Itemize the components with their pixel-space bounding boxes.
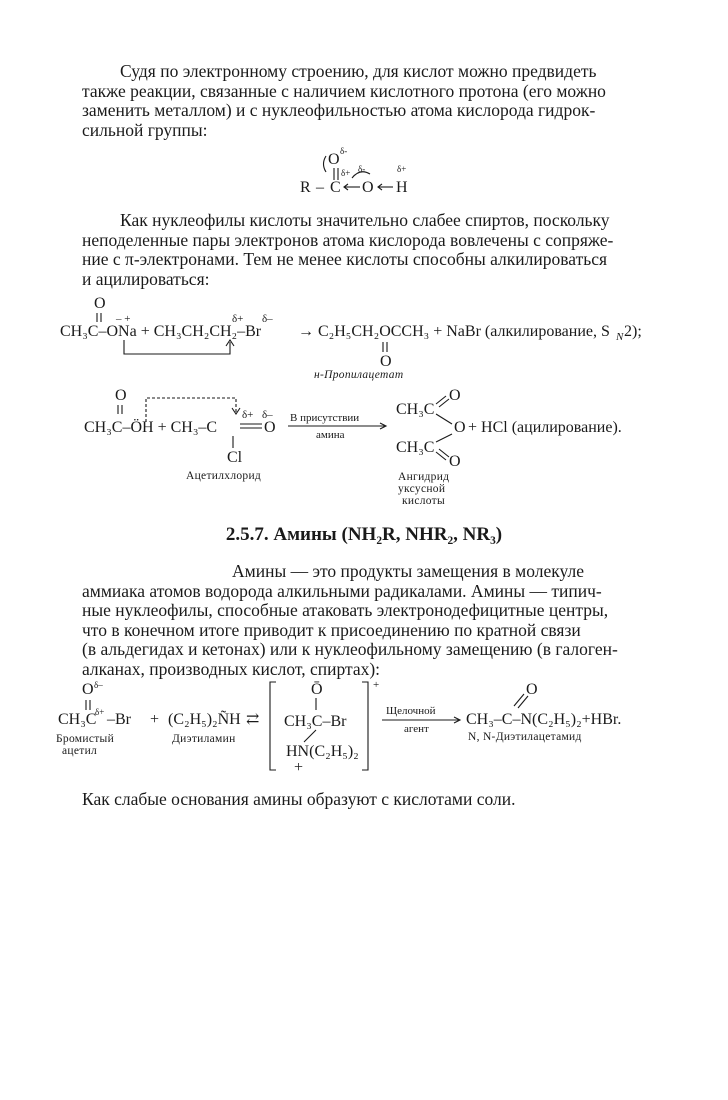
right-bracket — [362, 682, 368, 770]
formula-delta: δ+ — [95, 707, 105, 717]
paragraph-acid-reactions — [82, 62, 652, 140]
formula-delta: δ+ — [242, 409, 254, 421]
text-line: неподеленные пары электронов атома кислорода вовлечены с сопряже- — [82, 229, 614, 250]
formula-br: –Br — [107, 711, 131, 728]
text-line: что в конечном итоге приводит к присоединению по кратной связи — [82, 619, 581, 640]
left-bracket — [270, 682, 276, 770]
formula-o: O — [449, 387, 461, 404]
single-bond-line — [436, 434, 452, 442]
formula-r: R — [300, 179, 311, 196]
text-line: заменить металлом) и с нуклеофильностью атома кислорода гидрок- — [82, 100, 596, 120]
formula-cl: Cl — [227, 449, 243, 466]
compound-label: Ангидрид — [398, 471, 450, 483]
formula-delta: δ– — [262, 409, 273, 421]
equilibrium-arrows: ⇄ — [246, 711, 260, 728]
text-line: ные нуклеофилы, способные атаковать электронодефицитные центры, — [82, 600, 609, 620]
amine-formula: (C₂H₅)₂ÑH — [168, 711, 241, 728]
arrow-condition-top: В присутствии — [290, 412, 360, 424]
formula-plus: + — [150, 711, 160, 728]
compound-label: кислоты — [402, 495, 446, 507]
formula-delta: δ– — [262, 313, 273, 325]
text-line: алканах, производных кислот, спиртах): — [82, 658, 381, 679]
formula-o-top: O — [115, 387, 127, 404]
text-line: также реакции, связанные с наличием кислотного протона (его можно — [82, 80, 606, 101]
section-number: 2.5.7. — [225, 524, 269, 545]
arrow-condition-bottom: агент — [404, 723, 429, 735]
paragraph-amines — [82, 562, 652, 679]
formula-delta: δ- — [340, 146, 348, 156]
formula-o-top: Ō — [311, 681, 323, 698]
arrow-condition-top: Щелочной — [386, 705, 436, 717]
product-top-group: CH₃C — [396, 401, 435, 418]
text-line: Как слабые основания амины образуют с кислотами соли. — [82, 789, 516, 809]
paragraph-salts — [82, 790, 652, 810]
compound-label: уксусной — [398, 483, 446, 495]
section-heading — [0, 524, 728, 546]
formula-c: C — [330, 179, 341, 196]
text-line: (в альдегидах и кетонах) или к нуклеофильному замещению (в галоген- — [82, 639, 618, 659]
single-bond-line — [436, 414, 452, 424]
intermediate-middle: CH₃C–Br — [284, 713, 347, 730]
formula-o: O — [454, 419, 466, 436]
paragraph-nucleophiles — [82, 211, 652, 289]
formula-tail: 2); — [624, 323, 642, 340]
reaction-product: + HCl (ацилирование). — [468, 419, 622, 436]
formula-delta: δ+ — [341, 168, 351, 178]
text-line: Как нуклеофилы кислоты значительно слабее спиртов, поскольку — [120, 210, 610, 230]
formula-charges: – + — [116, 313, 131, 325]
formula-o-top: O — [526, 681, 538, 698]
compound-label: н-Пропилацетат — [314, 369, 404, 381]
formula-delta: δ- — [358, 164, 366, 174]
formula-delta: δ+ — [232, 313, 244, 325]
section-title: Амины (NH₂R, NHR₂, NR₃) — [273, 524, 503, 545]
double-bond-line — [518, 696, 528, 708]
reaction-left-side: CH₃C–ÖH + CH₃–C — [84, 419, 218, 436]
compound-label: Ацетилхлорид — [186, 470, 262, 482]
formula-plus: + — [294, 759, 304, 776]
formula-h: H — [396, 179, 408, 196]
product-bottom-group: CH₃C — [396, 439, 435, 456]
formula-o-top: O — [82, 681, 94, 698]
acylation-reaction — [0, 386, 728, 516]
formula-subscript: N — [616, 331, 624, 343]
attack-arrow-path — [124, 340, 230, 354]
arrow-condition-bottom: амина — [316, 429, 345, 441]
amine-reaction — [0, 680, 728, 780]
compound-label: N, N-Диэтилацетамид — [468, 731, 582, 743]
reaction-product: CH₃–C–N(C₂H₅)₂+HBr. — [466, 711, 622, 728]
text-line: Амины — это продукты замещения в молекуле — [232, 561, 584, 581]
formula-delta: δ– — [94, 680, 103, 690]
text-line: сильной группы: — [82, 119, 208, 140]
alkylation-reaction — [0, 292, 728, 382]
reaction-left-side: CH₃C–ONa + CH₃CH₂CH₂–Br — [60, 323, 262, 340]
compound-label: Бромистый — [56, 733, 115, 745]
formula-o: O — [449, 453, 461, 470]
reaction-product: → C₂H₅CH₂OCCH₃ + NaBr (алкилирование, S — [298, 323, 610, 340]
text-line: Судя по электронному строению, для кислот можно предвидеть — [120, 61, 597, 81]
formula-o-top: O — [94, 295, 106, 312]
intermediate-amine: HN(C₂H₅)₂ — [286, 743, 359, 760]
electron-shift-arc — [324, 156, 327, 172]
reaction-left-side: CH₃C — [58, 711, 97, 728]
formula-o-top: O — [328, 151, 340, 168]
formula-dash: – — [316, 179, 324, 196]
text-line: и ацилироваться: — [82, 268, 210, 289]
intermediate-charge: + — [373, 679, 380, 691]
compound-label: Диэтиламин — [172, 733, 236, 745]
formula-o-bottom: O — [380, 353, 392, 370]
single-bond-line — [304, 730, 316, 742]
text-line: ние с π-электронами. Тем не менее кислоты способны алкилироваться — [82, 249, 608, 269]
text-line: аммиака атомов водорода алкильными радикалами. Амины — типич- — [82, 580, 602, 601]
compound-label: ацетил — [62, 745, 98, 757]
acid-structure-formula — [0, 140, 728, 200]
formula-o: O — [264, 419, 276, 436]
double-bond-line — [514, 694, 524, 706]
formula-o: O — [362, 179, 374, 196]
formula-delta: δ+ — [397, 164, 407, 174]
